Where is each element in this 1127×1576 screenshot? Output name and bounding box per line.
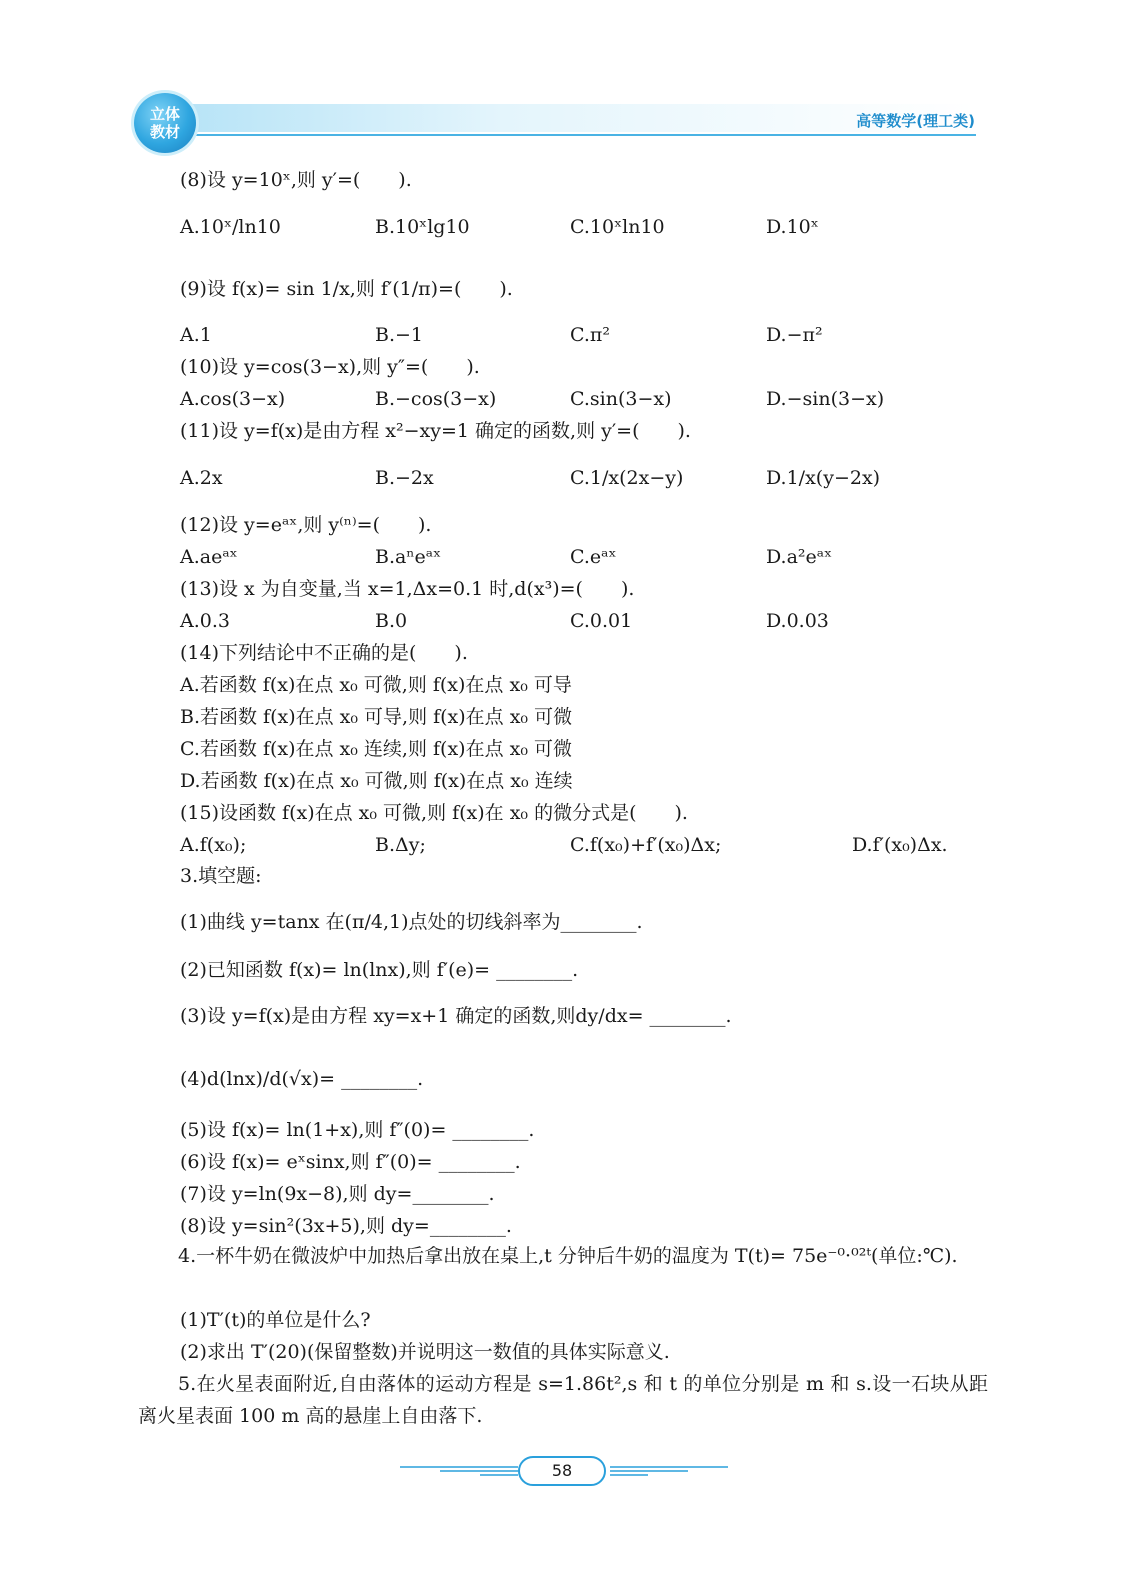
- option-12d: D.a²eᵃˣ: [766, 546, 833, 568]
- book-title: 高等数学(理工类): [856, 112, 975, 130]
- fill-5: (5)设 f(x)= ln(1+x),则 f″(0)= ________.: [180, 1119, 535, 1141]
- question-11: (11)设 y=f(x)是由方程 x²−xy=1 确定的函数,则 y′=( ).: [180, 420, 691, 442]
- section-3-heading: 3.填空题:: [180, 865, 262, 887]
- option-11c: C.1/x(2x−y): [570, 467, 684, 489]
- option-12c: C.eᵃˣ: [570, 546, 617, 568]
- option-8c: C.10ˣln10: [570, 216, 665, 238]
- question-10: (10)设 y=cos(3−x),则 y″=( ).: [180, 356, 480, 378]
- option-9b: B.−1: [375, 324, 424, 346]
- option-13c: C.0.01: [570, 610, 633, 632]
- option-14c: C.若函数 f(x)在点 x₀ 连续,则 f(x)在点 x₀ 可微: [180, 738, 572, 760]
- option-14b: B.若函数 f(x)在点 x₀ 可导,则 f(x)在点 x₀ 可微: [180, 706, 573, 728]
- option-12a: A.aeᵃˣ: [180, 546, 238, 568]
- fill-4: (4)d(lnx)/d(√x)= ________.: [180, 1068, 424, 1090]
- option-14a: A.若函数 f(x)在点 x₀ 可微,则 f(x)在点 x₀ 可导: [180, 674, 572, 696]
- problem-4-part-2: (2)求出 T′(20)(保留整数)并说明这一数值的具体实际意义.: [180, 1341, 670, 1363]
- fill-7: (7)设 y=ln(9x−8),则 dy=________.: [180, 1183, 495, 1205]
- option-11a: A.2x: [180, 467, 223, 489]
- option-8a: A.10ˣ/ln10: [180, 216, 281, 238]
- option-8d: D.10ˣ: [766, 216, 819, 238]
- question-12: (12)设 y=eᵃˣ,则 y⁽ⁿ⁾=( ).: [180, 514, 432, 536]
- series-badge: [134, 93, 196, 153]
- option-15b: B.Δy;: [375, 834, 426, 856]
- option-15d: D.f′(x₀)Δx.: [852, 834, 948, 856]
- question-8: (8)设 y=10ˣ,则 y′=( ).: [180, 169, 412, 191]
- option-10a: A.cos(3−x): [180, 388, 286, 410]
- option-8b: B.10ˣlg10: [375, 216, 470, 238]
- fill-8: (8)设 y=sin²(3x+5),则 dy=________.: [180, 1215, 512, 1237]
- problem-5: 5.在火星表面附近,自由落体的运动方程是 s=1.86t²,s 和 t 的单位分别是 m 和 s.设一石块从距离火星表面 100 m 高的悬崖上自由落下.: [138, 1373, 988, 1427]
- header-rule: [195, 134, 976, 136]
- question-14: (14)下列结论中不正确的是( ).: [180, 642, 468, 664]
- badge-line-1: 立体: [149, 105, 180, 123]
- option-13d: D.0.03: [766, 610, 829, 632]
- option-11d: D.1/x(y−2x): [766, 467, 881, 489]
- fill-6: (6)设 f(x)= eˣsinx,则 f″(0)= ________.: [180, 1151, 521, 1173]
- badge-line-2: 教材: [149, 123, 180, 141]
- option-12b: B.aⁿeᵃˣ: [375, 546, 442, 568]
- option-9d: D.−π²: [766, 324, 823, 346]
- option-10c: C.sin(3−x): [570, 388, 672, 410]
- fill-1: (1)曲线 y=tanx 在(π/4,1)点处的切线斜率为________.: [180, 911, 643, 933]
- option-10d: D.−sin(3−x): [766, 388, 885, 410]
- fill-2: (2)已知函数 f(x)= ln(lnx),则 f′(e)= ________.: [180, 959, 579, 981]
- question-13: (13)设 x 为自变量,当 x=1,Δx=0.1 时,d(x³)=( ).: [180, 578, 635, 600]
- option-13b: B.0: [375, 610, 408, 632]
- question-15: (15)设函数 f(x)在点 x₀ 可微,则 f(x)在 x₀ 的微分式是( ).: [180, 802, 688, 824]
- option-15a: A.f(x₀);: [180, 834, 247, 856]
- problem-4-part-1: (1)T′(t)的单位是什么?: [180, 1309, 371, 1331]
- option-14d: D.若函数 f(x)在点 x₀ 可微,则 f(x)在点 x₀ 连续: [180, 770, 573, 792]
- page-number: 58: [518, 1456, 606, 1486]
- option-11b: B.−2x: [375, 467, 434, 489]
- fill-3: (3)设 y=f(x)是由方程 xy=x+1 确定的函数,则dy/dx= ________.: [180, 1005, 732, 1027]
- option-10b: B.−cos(3−x): [375, 388, 497, 410]
- option-15c: C.f(x₀)+f′(x₀)Δx;: [570, 834, 722, 856]
- option-9a: A.1: [180, 324, 212, 346]
- problem-4: 4.一杯牛奶在微波炉中加热后拿出放在桌上,t 分钟后牛奶的温度为 T(t)= 75e⁻⁰·⁰²ᵗ(单位:℃).: [178, 1245, 958, 1267]
- option-9c: C.π²: [570, 324, 611, 346]
- option-13a: A.0.3: [180, 610, 230, 632]
- page-deco-left: [400, 1463, 520, 1477]
- question-9: (9)设 f(x)= sin 1/x,则 f′(1/π)=( ).: [180, 278, 513, 300]
- page-deco-right: [608, 1463, 728, 1477]
